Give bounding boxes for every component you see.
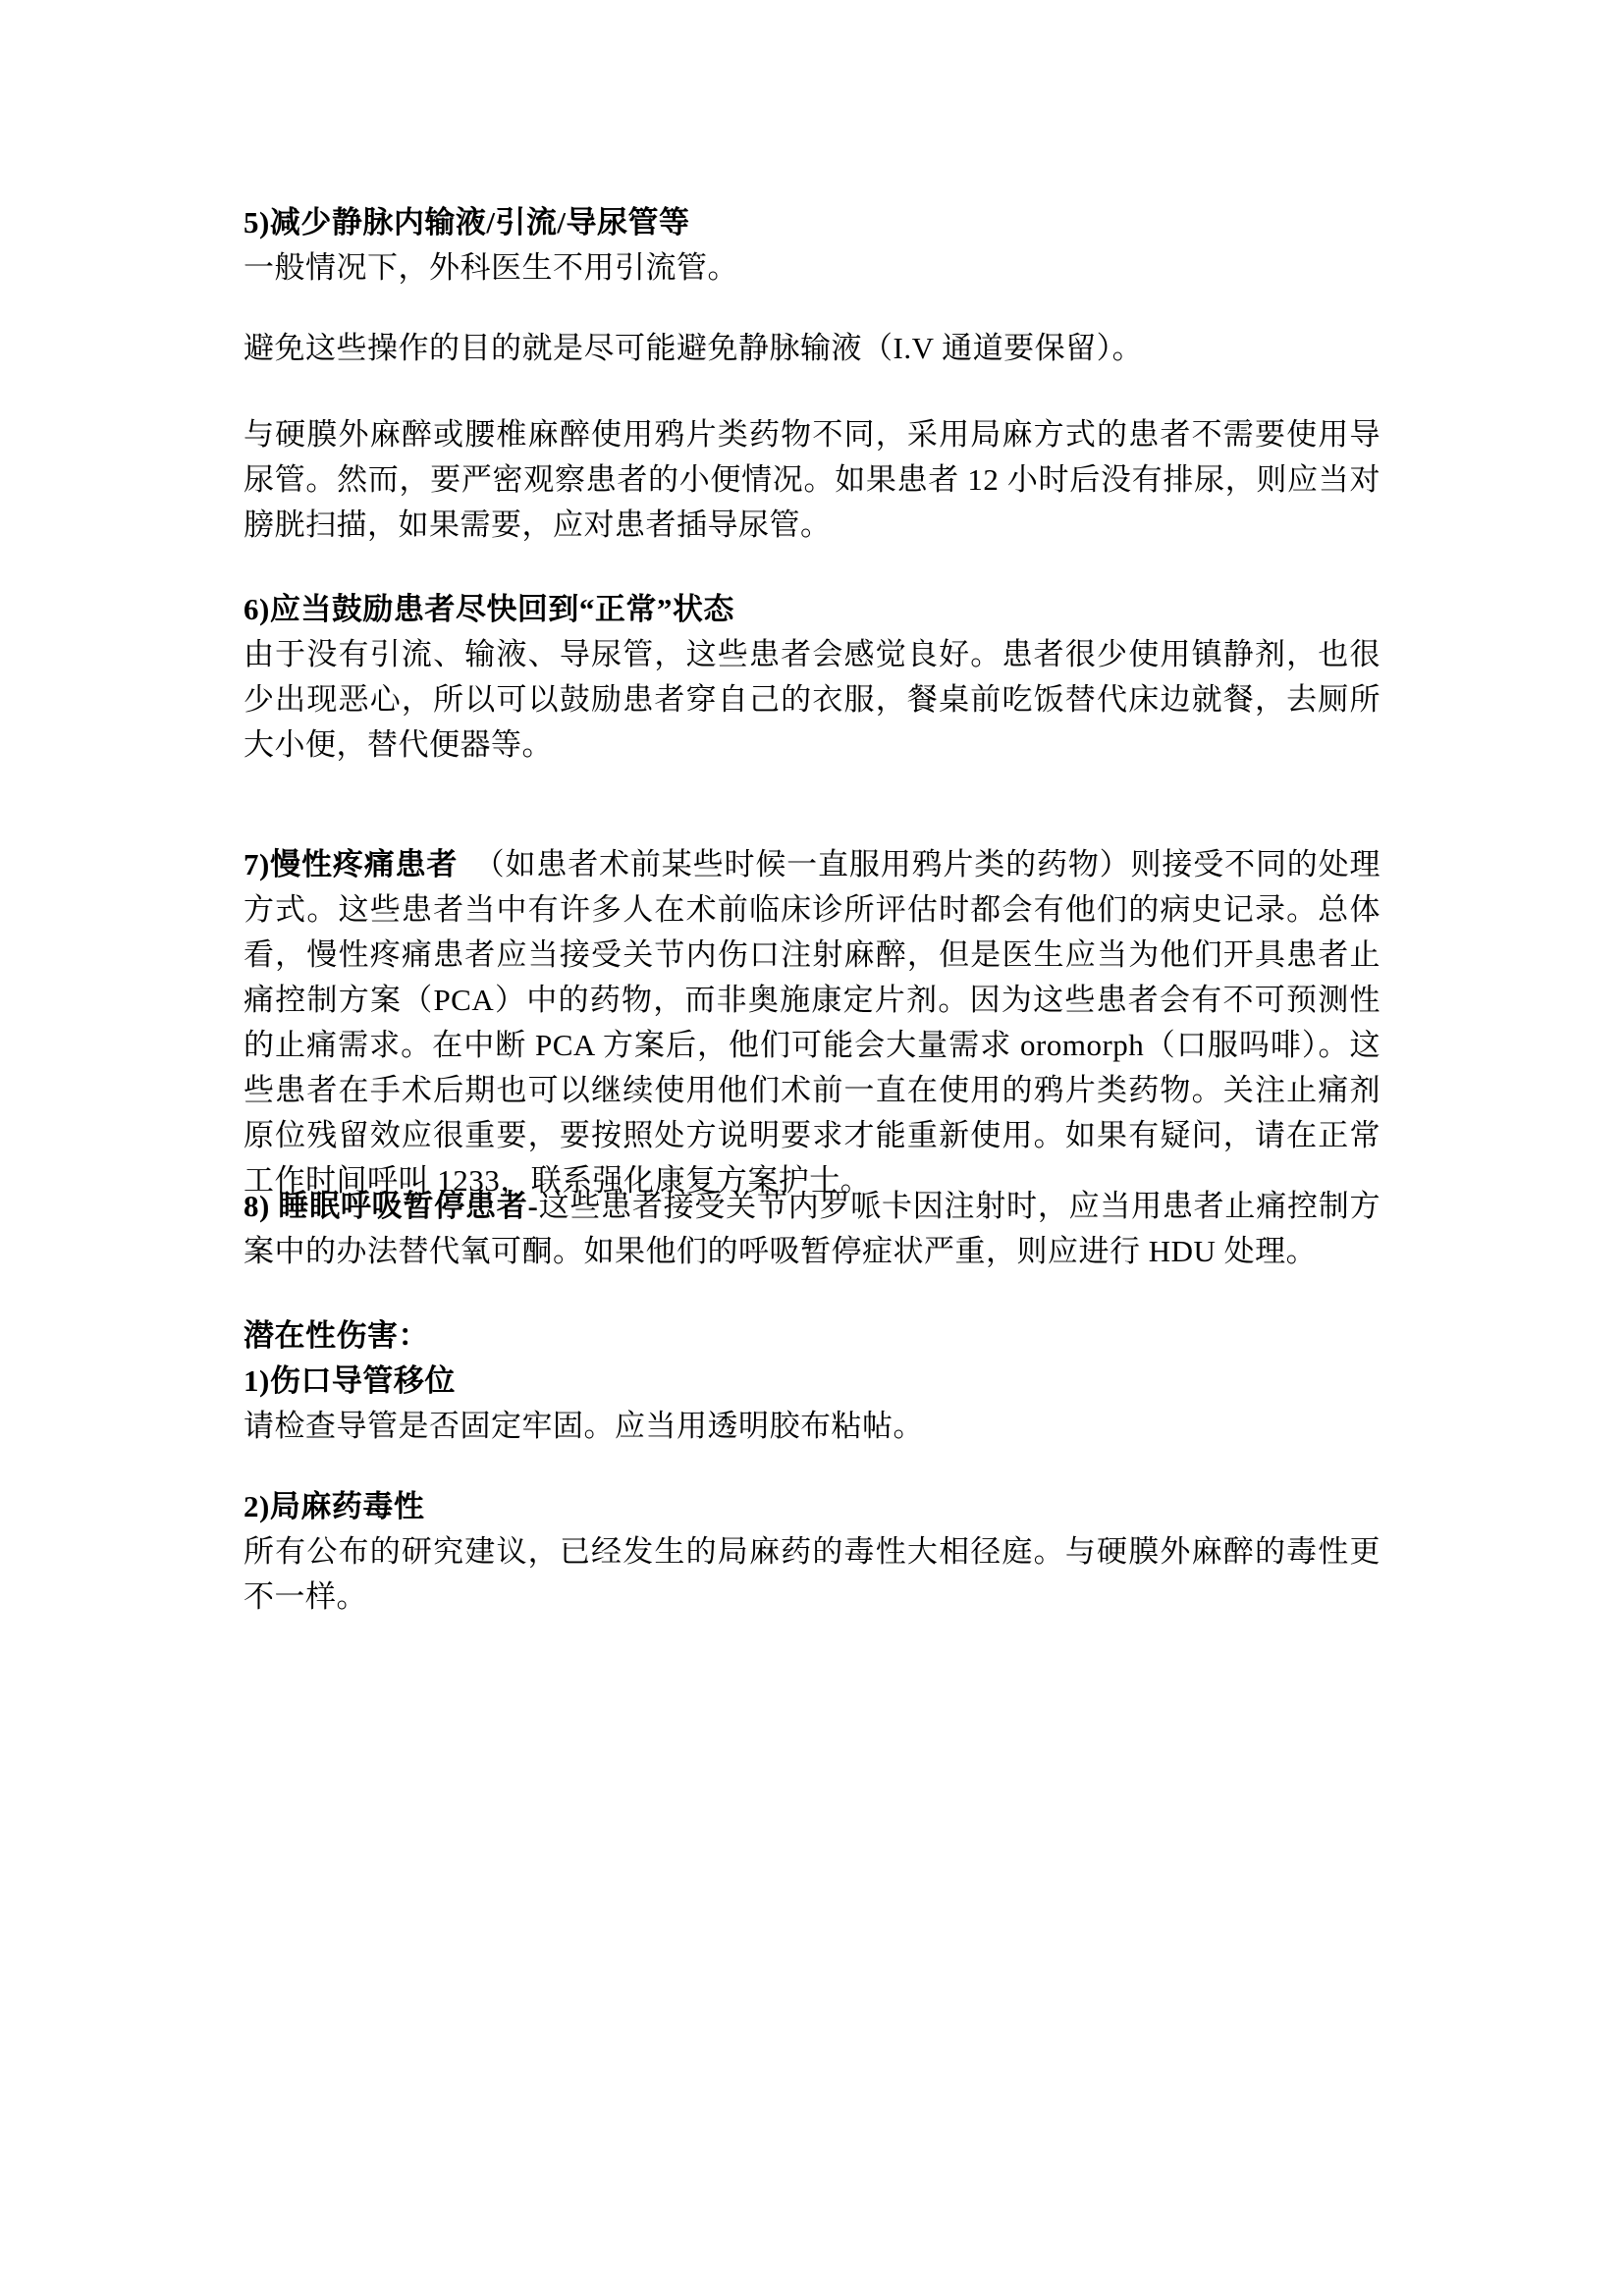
harm-item2-body: 所有公布的研究建议，已经发生的局麻药的毒性大相径庭。与硬膜外麻醉的毒性更不一样。 bbox=[244, 1534, 1380, 1614]
harm-item2-heading: 2)局麻药毒性 bbox=[244, 1489, 425, 1523]
section5-paragraph-1: 一般情况下，外科医生不用引流管。 bbox=[244, 250, 738, 285]
section5-paragraph-2: 避免这些操作的目的就是尽可能避免静脉输液（I.V 通道要保留）。 bbox=[244, 331, 1144, 365]
harm-item1-body: 请检查导管是否固定牢固。应当用透明胶布粘帖。 bbox=[244, 1409, 924, 1443]
harm-item1-heading: 1)伤口导管移位 bbox=[244, 1363, 456, 1398]
section8-paragraph bbox=[244, 1184, 1380, 1274]
section7-paragraph bbox=[244, 842, 1380, 1203]
section6-heading: 6)应当鼓励患者尽快回到“正常”状态 bbox=[244, 592, 734, 626]
section5-paragraph-3: 与硬膜外麻醉或腰椎麻醉使用鸦片类药物不同，采用局麻方式的患者不需要使用导尿管。然而，要严密观察患者的小便情况。如果患者 12 小时后没有排尿，则应当对膀胱扫描，如果需要，应对患者插导尿管。 bbox=[244, 417, 1380, 542]
section5-heading: 5)减少静脉内输液/引流/导尿管等 bbox=[244, 205, 690, 240]
potential-harms-heading: 潜在性伤害： bbox=[244, 1318, 429, 1353]
section8-lead: 8) 睡眠呼吸暂停患者- bbox=[244, 1189, 539, 1223]
section7-body: （如患者术前某些时候一直服用鸦片类的药物）则接受不同的处理方式。这些患者当中有许多人在术前临床诊所评估时都会有他们的病史记录。总体看，慢性疼痛患者应当接受关节内伤口注射麻醉，但是医生应当为他们开具患者止痛控制方案（PCA）中的药物，而非奥施康定片剂。因为这些患者会有不可预测性的止痛需求。在中断 PCA 方案后，他们可能会大量需求 oromorph（口服吗啡）。这些患者在手术后期也可以继续使用他们术前一直在使用的鸦片类药物。关注止痛剂原位残留效应很重要，要按照处方说明要求才能重新使用。如果有疑问，请在正常工作时间呼叫 1233，联系强化康复方案护士。 bbox=[244, 847, 1381, 1198]
section6-paragraph: 由于没有引流、输液、导尿管，这些患者会感觉良好。患者很少使用镇静剂，也很少出现恶心，所以可以鼓励患者穿自己的衣服，餐桌前吃饭替代床边就餐，去厕所大小便，替代便器等。 bbox=[244, 637, 1380, 762]
section8-body: 这些患者接受关节内罗哌卡因注射时，应当用患者止痛控制方案中的办法替代氧可酮。如果他们的呼吸暂停症状严重，则应进行 HDU 处理。 bbox=[244, 1189, 1380, 1268]
section7-lead: 7)慢性疼痛患者 bbox=[244, 847, 459, 881]
